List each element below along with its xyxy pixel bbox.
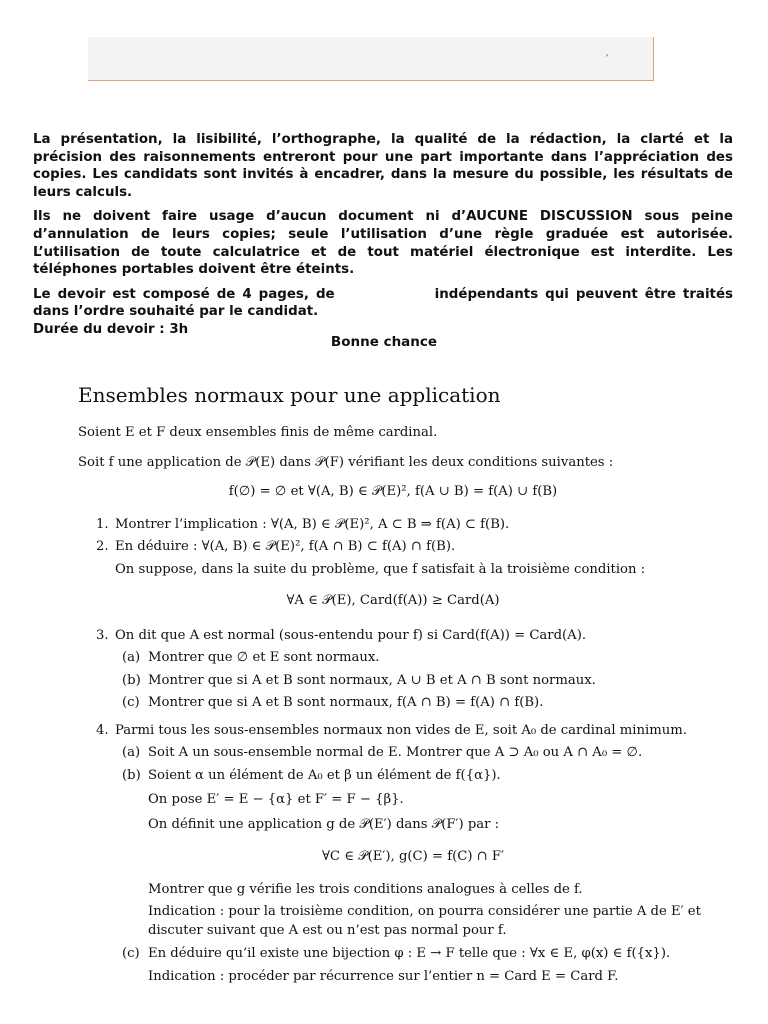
problem-content	[78, 381, 708, 988]
exam-instructions	[33, 131, 733, 339]
question-text: Montrer l’implication : ∀(A, B) ∈ 𝒫(E)², A ⊂ B ⇒ f(A) ⊂ f(B).	[115, 516, 510, 532]
q4c-hint: Indication : procéder par récurrence sur l’entier n = Card E = Card F.	[148, 968, 619, 984]
instructions-duration: Durée du devoir : 3h	[33, 321, 189, 337]
condition-3: ∀A ∈ 𝒫(E), Card(f(A)) ≥ Card(A)	[286, 593, 500, 608]
instructions-structure	[33, 286, 733, 321]
q4b-hint: Indication : pour la troisième condition, on pourra considérer une partie A de E′ et discuter suivant que A est ou n’est pas normal pour f.	[148, 904, 701, 938]
sub-text: Soit A un sous-ensemble normal de E. Montrer que A ⊃ A₀ ou A ∩ A₀ = ∅.	[148, 745, 643, 760]
header-banner	[88, 37, 654, 81]
question-1	[78, 514, 708, 537]
sub-label: (a)	[122, 745, 141, 760]
q4b-definition-g: On définit une application g de 𝒫(E′) dans 𝒫(F′) par :	[148, 816, 500, 832]
question-number: 3.	[96, 627, 109, 643]
question-4	[78, 720, 708, 743]
question-3c	[78, 692, 708, 715]
question-text: Parmi tous les sous-ensembles normaux non vides de E, soit A₀ de cardinal minimum.	[115, 722, 687, 738]
good-luck: Bonne chance	[330, 334, 438, 350]
conditions-1-2: f(∅) = ∅ et ∀(A, B) ∈ 𝒫(E)², f(A ∪ B) = f(A) ∪ f(B)	[228, 484, 558, 499]
third-condition-intro: On suppose, dans la suite du problème, que f satisfait à la troisième condition :	[115, 561, 646, 577]
g-definition: ∀C ∈ 𝒫(E′), g(C) = f(C) ∩ F′	[321, 849, 505, 864]
instructions-rules: Ils ne doivent faire usage d’aucun document ni d’AUCUNE DISCUSSION sous peine d’annulation de leurs copies; seule l’utilisation d’une règle graduée est autorisée. L’utilisation de toute calculatrice et de tout matériel électronique est interdite. Les téléphones portables doivent être éteints.	[33, 209, 733, 278]
intro-application: Soit f une application de 𝒫(E) dans 𝒫(F) vérifiant les deux conditions suivantes :	[78, 454, 614, 470]
q4b-definition-e-prime: On pose E′ = E − {α} et F′ = F − {β}.	[148, 792, 404, 807]
sub-text: Montrer que ∅ et E sont normaux.	[148, 650, 380, 665]
question-text: En déduire : ∀(A, B) ∈ 𝒫(E)², f(A ∩ B) ⊂ f(A) ∩ f(B).	[115, 539, 456, 554]
question-4a	[78, 742, 708, 765]
sub-label: (b)	[122, 767, 141, 783]
sub-label: (b)	[122, 672, 141, 688]
question-2	[78, 536, 708, 559]
sub-text: Montrer que si A et B sont normaux, A ∪ B et A ∩ B sont normaux.	[148, 672, 596, 688]
question-text: On dit que A est normal (sous-entendu pour f) si Card(f(A)) = Card(A).	[115, 627, 587, 643]
question-number: 4.	[96, 722, 109, 738]
sub-text: Soient α un élément de A₀ et β un élément de f({α}).	[148, 767, 501, 783]
sub-label: (a)	[122, 650, 141, 665]
question-3b	[78, 670, 708, 693]
question-4c	[78, 943, 708, 966]
sub-text: Montrer que si A et B sont normaux, f(A ∩ B) = f(A) ∩ f(B).	[148, 695, 544, 710]
question-number: 2.	[96, 539, 109, 554]
structure-part-2: indépendants qui peuvent être traités dans l’ordre souhaité par le candidat.	[33, 286, 733, 320]
header-mark: ´	[604, 55, 609, 66]
question-number: 1.	[96, 516, 109, 532]
q4b-show-g: Montrer que g vérifie les trois conditions analogues à celles de f.	[148, 881, 583, 897]
intro-sets: Soient E et F deux ensembles finis de même cardinal.	[78, 425, 438, 440]
question-3a	[78, 647, 708, 670]
sub-text: En déduire qu’il existe une bijection φ : E → F telle que : ∀x ∈ E, φ(x) ∈ f({x}).	[148, 946, 671, 961]
instructions-presentation: La présentation, la lisibilité, l’orthographe, la qualité de la rédaction, la clarté et la précision des raisonnements entreront pour une part importante dans l’appréciation des copies. Les candidats sont invités à encadrer, dans la mesure du possible, les résultats de leurs calculs.	[33, 132, 733, 200]
structure-part-1: Le devoir est composé de 4 pages, de	[33, 286, 335, 302]
problem-title: Ensembles normaux pour une application	[78, 383, 501, 407]
sub-label: (c)	[122, 946, 140, 961]
question-4b	[78, 765, 708, 788]
sub-label: (c)	[122, 695, 140, 710]
question-3	[78, 625, 708, 648]
